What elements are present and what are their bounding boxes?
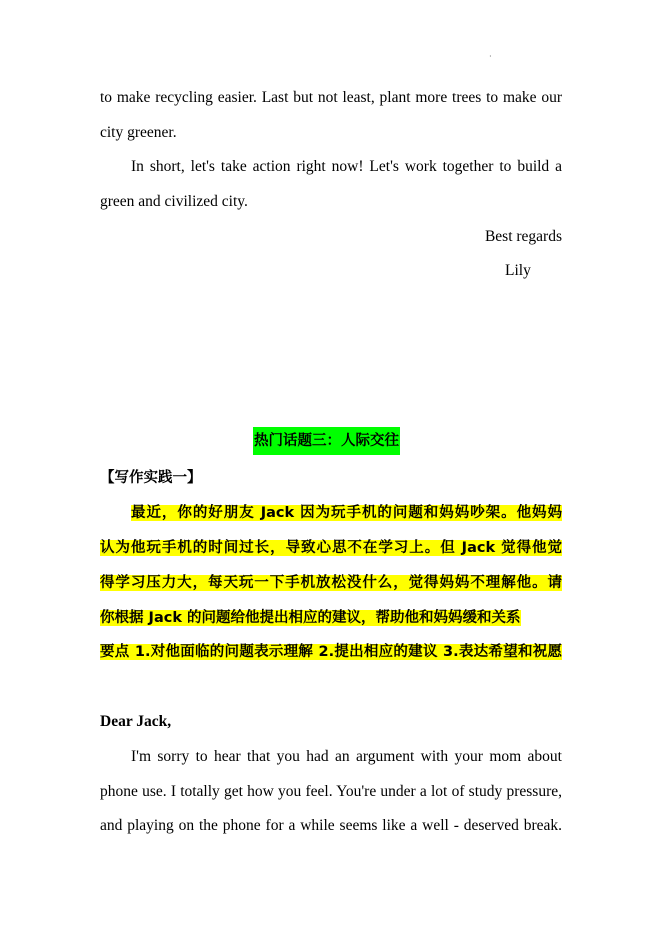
letter-one-line-4: green and civilized city. <box>100 193 248 210</box>
letter-two-line-3: and playing on the phone for a while seems like a well - deserved break. <box>100 817 562 834</box>
closing-best-regards: Best regards <box>484 228 562 245</box>
practice-label: 【写作实践一】 <box>100 470 202 486</box>
section-title: 热门话题三：人际交往 <box>253 427 400 455</box>
letter-two-line-1: I'm sorry to hear that you had an argument with your mom about <box>131 748 562 765</box>
prompt-line-4: 你根据 Jack 的问题给他提出相应的建议，帮助他和妈妈缓和关系 <box>100 610 521 626</box>
salutation-dear-jack: Dear Jack, <box>100 713 172 730</box>
prompt-line-2: 认为他玩手机的时间过长，导致心思不在学习上。但 Jack 觉得他觉 <box>100 540 562 556</box>
prompt-line-3: 得学习压力大，每天玩一下手机放松没什么，觉得妈妈不理解他。请 <box>100 575 562 591</box>
letter-one-line-2: city greener. <box>100 124 177 141</box>
letter-two-line-2: phone use. I totally get how you feel. You're under a lot of study pressure, <box>100 783 562 800</box>
letter-one-line-1: to make recycling easier. Last but not least, plant more trees to make our <box>100 89 562 106</box>
letter-one-line-3: In short, let's take action right now! Let's work together to build a <box>131 158 562 175</box>
signature-lily: Lily <box>505 262 531 279</box>
prompt-line-1: 最近，你的好朋友 Jack 因为玩手机的问题和妈妈吵架。他妈妈 <box>131 505 562 521</box>
page-marker: · <box>489 52 492 61</box>
prompt-key-points: 要点 1.对他面临的问题表示理解 2.提出相应的建议 3.表达希望和祝愿 <box>100 644 562 660</box>
